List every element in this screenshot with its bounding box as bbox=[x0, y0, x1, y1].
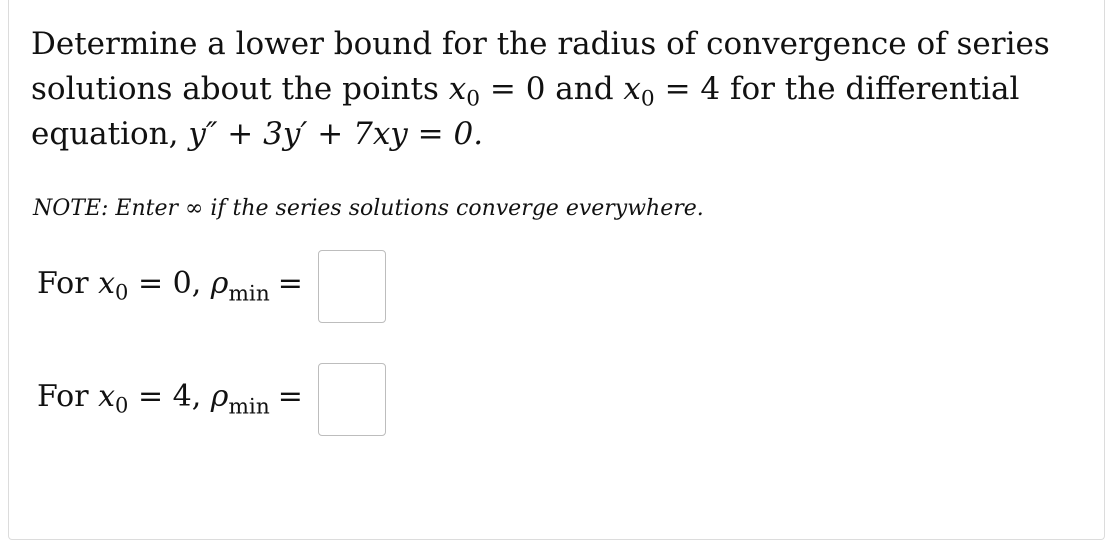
answer-row-x0-4: For $x_0 = 4$, $\rho_{min}$ = bbox=[37, 379, 303, 420]
answer-input-x0-4[interactable] bbox=[318, 363, 386, 436]
problem-line-2: solutions about the points $x_0 = 0$ and $x_0 = 4$ for the differential bbox=[31, 71, 1020, 112]
problem-line-3: equation, y″ + 3y′ + 7xy = 0. bbox=[31, 116, 484, 152]
var-x0: $x_0$ bbox=[98, 379, 129, 418]
rho-min: $\rho_{min}$ bbox=[210, 266, 270, 307]
note-text: NOTE: Enter ∞ if the series solutions converge everywhere. bbox=[33, 196, 704, 221]
rho-min: $\rho_{min}$ bbox=[210, 379, 270, 420]
differential-equation: y″ + 3y′ + 7xy = 0. bbox=[188, 116, 484, 152]
var-x0: $x_0$ bbox=[98, 266, 129, 305]
answer-input-x0-0[interactable] bbox=[318, 250, 386, 323]
problem-line-1: Determine a lower bound for the radius of convergence of series bbox=[31, 26, 1050, 62]
var-x0: $x_0$ bbox=[623, 71, 655, 112]
problem-statement bbox=[31, 22, 1050, 157]
var-x0: $x_0$ bbox=[448, 71, 481, 112]
answer-row-x0-0: For $x_0 = 0$, $\rho_{min}$ = bbox=[37, 266, 303, 307]
